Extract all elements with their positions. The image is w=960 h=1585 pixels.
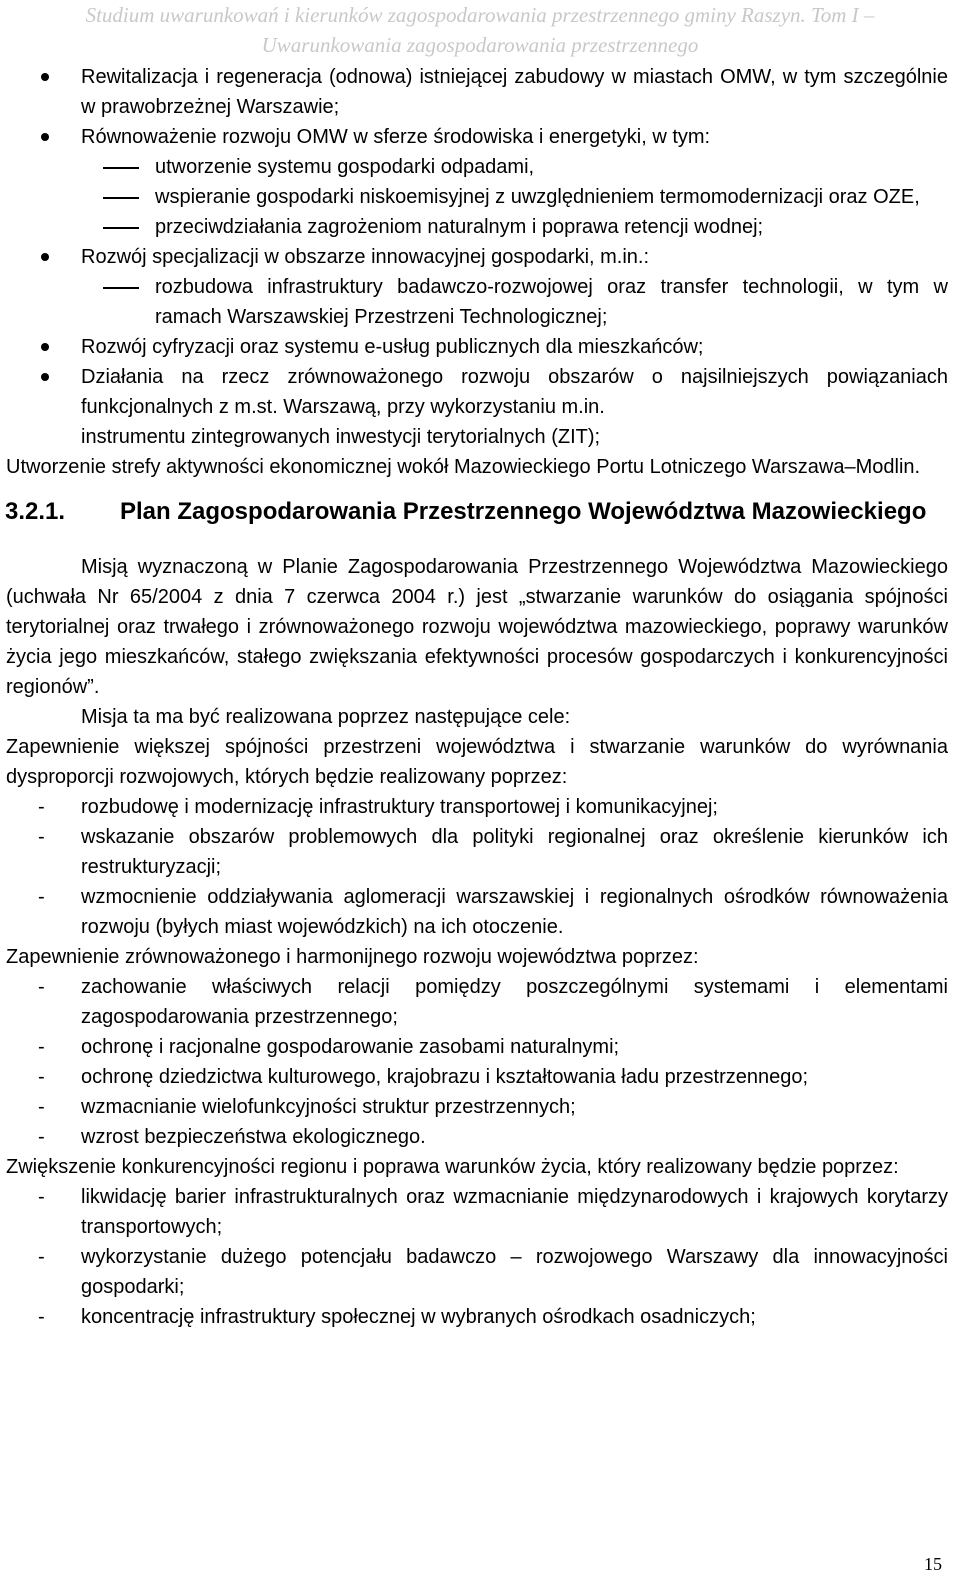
goal-3-item: - likwidację barier infrastrukturalnych oraz wzmacnianie międzynarodowych i krajowych korytarzy transportowych; <box>0 1182 960 1242</box>
goals-intro-paragraph: Misja ta ma być realizowana poprzez następujące cele: <box>81 706 571 728</box>
section-number: 3.2.1. <box>5 498 66 525</box>
goal-3-item: - wykorzystanie dużego potencjału badawczo – rozwojowego Warszawy dla innowacyjności gospodarki; <box>0 1242 960 1302</box>
section-title: Plan Zagospodarowania Przestrzennego Województwa Mazowieckiego <box>120 498 927 525</box>
goal-1-intro: Zapewnienie większej spójności przestrzeni województwa i stwarzanie warunków do wyrównania dysproporcji rozwojowych, których będzie realizowany poprzez: <box>6 736 948 788</box>
goal-2-intro: Zapewnienie zrównoważonego i harmonijnego rozwoju województwa poprzez: <box>6 946 699 968</box>
goal-2-item: - wzmacnianie wielofunkcyjności struktur przestrzennych; <box>0 1092 960 1122</box>
list-item: utworzenie systemu gospodarki odpadami, <box>0 152 960 182</box>
goal-3-intro: Zwiększenie konkurencyjności regionu i poprawa warunków życia, który realizowany będzie poprzez: <box>6 1156 899 1178</box>
header-line-2: Uwarunkowania zagospodarowania przestrzennego <box>261 33 699 57</box>
mission-paragraph: Misją wyznaczoną w Planie Zagospodarowania Przestrzennego Województwa Mazowieckiego (uchwała Nr 65/2004 z dnia 7 czerwca 2004 r.) jest „stwarzanie warunków do osiągania spójności terytorialnej oraz trwałego i zrównoważonego rozwoju województwa mazowieckiego, poprawy warunków życia jego mieszkańców, stałego zwiększania efektywności procesów gospodarczych i konkurencyjności regionów”. <box>6 556 948 698</box>
list-item: rozbudowa infrastruktury badawczo-rozwojowej oraz transfer technologii, w tym w ramach Warszawskiej Przestrzeni Technologicznej; <box>0 272 960 332</box>
list-item-continuation: instrumentu zintegrowanych inwestycji terytorialnych (ZIT); <box>81 426 601 448</box>
goal-1-item: - wskazanie obszarów problemowych dla polityki regionalnej oraz określenie kierunków ich restrukturyzacji; <box>0 822 960 882</box>
goal-1-item: - rozbudowę i modernizację infrastruktury transportowej i komunikacyjnej; <box>0 792 960 822</box>
goal-2-item: - wzrost bezpieczeństwa ekologicznego. <box>0 1122 960 1152</box>
goal-2-item: - zachowanie właściwych relacji pomiędzy poszczególnymi systemami i elementami zagospodarowania przestrzennego; <box>0 972 960 1032</box>
section-heading <box>0 496 960 528</box>
running-header <box>0 0 960 64</box>
list-item: przeciwdziałania zagrożeniom naturalnym i poprawa retencji wodnej; <box>0 212 960 242</box>
goal-2-item: - ochronę dziedzictwa kulturowego, krajobrazu i kształtowania ładu przestrzennego; <box>0 1062 960 1092</box>
document-body <box>0 62 960 1332</box>
list-item: Równoważenie rozwoju OMW w sferze środowiska i energetyki, w tym: <box>0 122 960 152</box>
list-item: Rozwój cyfryzacji oraz systemu e-usług publicznych dla mieszkańców; <box>0 332 960 362</box>
goal-1-item: - wzmocnienie oddziaływania aglomeracji warszawskiej i regionalnych ośrodków równoważenia rozwoju (byłych miast wojewódzkich) na ich otoczenie. <box>0 882 960 942</box>
goal-3-item: - koncentrację infrastruktury społecznej w wybranych ośrodkach osadniczych; <box>0 1302 960 1332</box>
list-item: wspieranie gospodarki niskoemisyjnej z uwzględnieniem termomodernizacji oraz OZE, <box>0 182 960 212</box>
page-number: 15 <box>924 1554 942 1574</box>
header-line-1: Studium uwarunkowań i kierunków zagospodarowania przestrzennego gminy Raszyn. Tom I – <box>85 3 875 27</box>
list-item-full: Utworzenie strefy aktywności ekonomicznej wokół Mazowieckiego Portu Lotniczego Warszawa–Modlin. <box>6 456 921 478</box>
list-item: Rewitalizacja i regeneracja (odnowa) istniejącej zabudowy w miastach OMW, w tym szczególnie w prawobrzeżnej Warszawie; <box>0 62 960 122</box>
list-item: Rozwój specjalizacji w obszarze innowacyjnej gospodarki, m.in.: <box>0 242 960 272</box>
list-item: Działania na rzecz zrównoważonego rozwoju obszarów o najsilniejszych powiązaniach funkcjonalnych z m.st. Warszawą, przy wykorzystaniu m.in. <box>0 362 960 422</box>
goal-2-item: - ochronę i racjonalne gospodarowanie zasobami naturalnymi; <box>0 1032 960 1062</box>
